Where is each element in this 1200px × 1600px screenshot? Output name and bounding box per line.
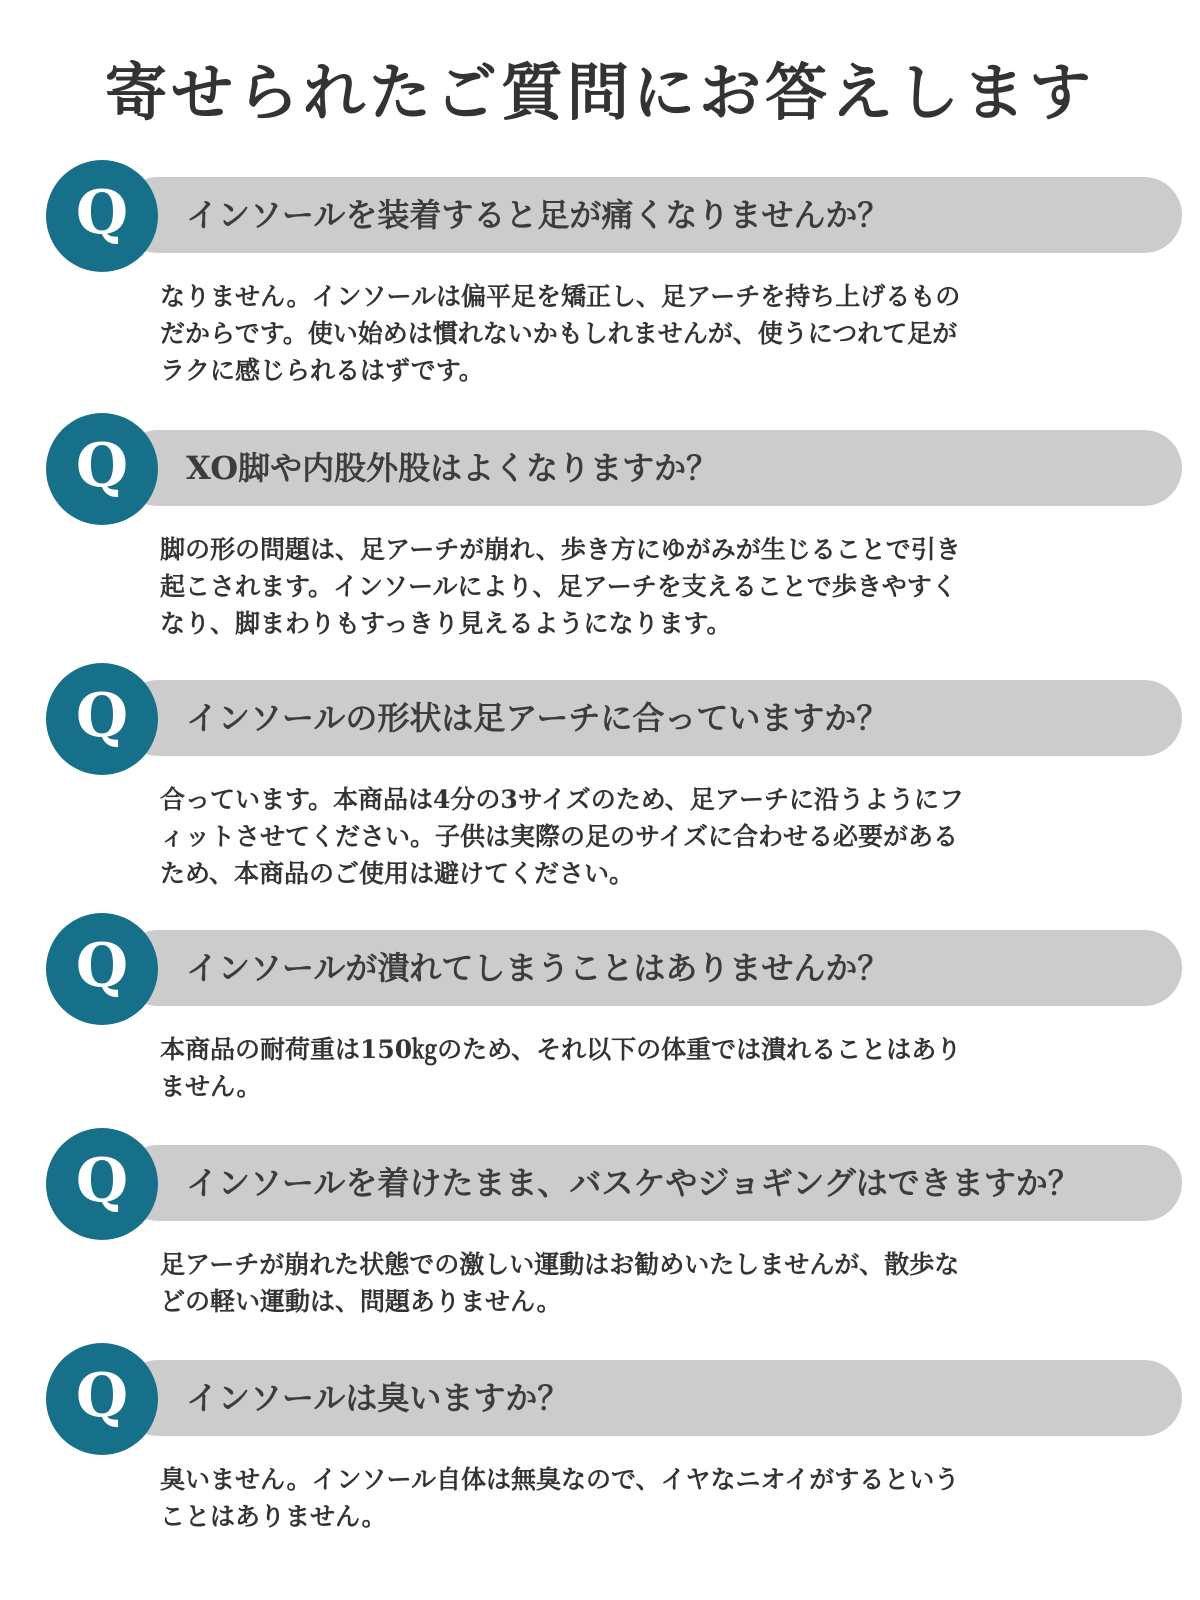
q-badge-icon: Q [46, 913, 158, 1025]
question-text: インソールの形状は足アーチに合っていますか？ [186, 699, 889, 737]
answer-text: なりません。インソールは偏平足を矯正し、足アーチを持ち上げるものだからです。使い始めは慣れないかもしれませんが、使うにつれて足がラクに感じられるはずです。 [160, 282, 961, 385]
answer-text: 脚の形の問題は、足アーチが崩れ、歩き方にゆがみが生じることで引き起こされます。インソールにより、足アーチを支えることで歩きやすくなり、脚まわりもすっきり見えるようになります。 [160, 535, 961, 638]
answer-text: 本商品の耐荷重は150㎏のため、それ以下の体重では潰れることはありません。 [160, 1035, 962, 1101]
q-badge-icon: Q [46, 1128, 158, 1240]
question-text: インソールが潰れてしまうことはありませんか？ [186, 949, 890, 987]
question-text: インソールを装着すると足が痛くなりませんか？ [186, 196, 890, 234]
answer-text: 合っています。本商品は4分の3サイズのため、足アーチに沿うようにフィットさせてください。子供は実際の足のサイズに合わせる必要があるため、本商品のご使用は避けてください。 [160, 785, 965, 888]
q-badge-icon: Q [46, 1343, 158, 1455]
question-text: インソールを着けたまま、バスケやジョギングはできますか？ [186, 1164, 1080, 1202]
q-badge-icon: Q [46, 160, 158, 272]
answer-text: 臭いません。インソール自体は無臭なので、イヤなニオイがするということはありません。 [160, 1465, 960, 1531]
question-text: インソールは臭いますか？ [186, 1379, 570, 1417]
q-badge-icon: Q [46, 413, 158, 525]
q-badge-icon: Q [46, 663, 158, 775]
question-text: XO脚や内股外股はよくなりますか？ [186, 449, 719, 487]
answer-text: 足アーチが崩れた状態での激しい運動はお勧めいたしませんが、散歩などの軽い運動は、問題ありません。 [160, 1250, 960, 1316]
page-title: 寄せられたご質問にお答えします [104, 56, 1095, 129]
